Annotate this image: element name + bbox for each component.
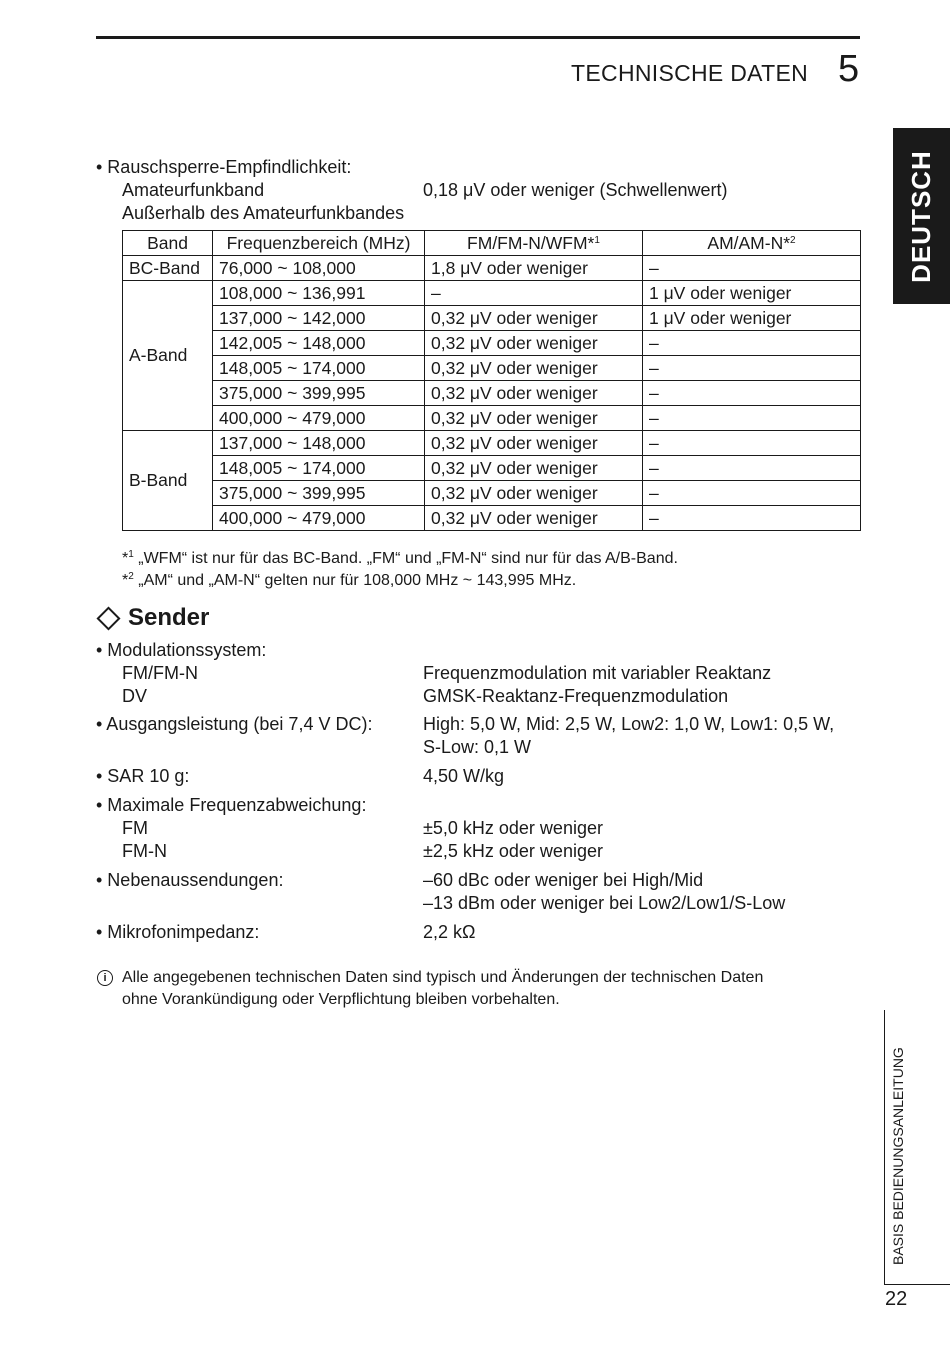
fm-cell: 1,8 μV oder weniger <box>425 256 643 281</box>
language-tab <box>893 128 950 304</box>
table-row <box>123 431 861 456</box>
diamond-icon <box>96 606 120 630</box>
table-row <box>123 256 861 281</box>
spurious-label: • Nebenaussendungen: <box>96 870 284 890</box>
table-row <box>123 356 861 381</box>
freq-cell: 108,000 ~ 136,991 <box>213 281 425 306</box>
dev-fm-label: FM <box>122 818 148 838</box>
fm-cell: 0,32 μV oder weniger <box>425 406 643 431</box>
table-row <box>123 506 861 531</box>
am-cell: – <box>643 456 861 481</box>
language-tab-label: DEUTSCH <box>906 149 937 283</box>
am-cell: – <box>643 256 861 281</box>
freq-cell: 148,005 ~ 174,000 <box>213 356 425 381</box>
sender-heading <box>96 604 209 632</box>
manual-title-vertical: BASIS BEDIENUNGSANLEITUNG <box>890 1047 906 1265</box>
note-line-1: Alle angegebenen technischen Daten sind typisch und Änderungen der technischen Daten <box>122 969 764 986</box>
band-cell: B-Band <box>123 431 213 531</box>
am-cell: – <box>643 406 861 431</box>
footnote-2: *$^2$ „AM“ und „AM-N“ gelten nur für 108,000 MHz ~ 143,995 MHz. <box>122 571 577 589</box>
squelch-label: • Rauschsperre-Empfindlichkeit: <box>96 157 352 177</box>
fm-cell: 0,32 μV oder weniger <box>425 481 643 506</box>
dv-mod-value: GMSK-Reaktanz-Frequenzmodulation <box>423 686 729 706</box>
header-am: AM/AM-N*$^2$ <box>643 231 861 256</box>
freq-cell: 400,000 ~ 479,000 <box>213 406 425 431</box>
fm-mod-label: FM/FM-N <box>122 663 198 683</box>
fm-cell: 0,32 μV oder weniger <box>425 431 643 456</box>
sender-heading-label: Sender <box>128 604 210 631</box>
power-label: • Ausgangsleistung (bei 7,4 V DC): <box>96 714 373 734</box>
fm-cell: 0,32 μV oder weniger <box>425 356 643 381</box>
header-fm: FM/FM-N/WFM*$^1$ <box>425 231 643 256</box>
header-band: Band <box>123 231 213 256</box>
fm-cell: 0,32 μV oder weniger <box>425 331 643 356</box>
freq-cell: 137,000 ~ 142,000 <box>213 306 425 331</box>
am-cell: 1 μV oder weniger <box>643 281 861 306</box>
header-rule <box>96 36 860 39</box>
am-cell: – <box>643 506 861 531</box>
fm-cell: 0,32 μV oder weniger <box>425 306 643 331</box>
modulation-label: • Modulationssystem: <box>96 640 267 660</box>
sar-label: • SAR 10 g: <box>96 766 190 786</box>
band-cell: A-Band <box>123 281 213 431</box>
freq-cell: 142,005 ~ 148,000 <box>213 331 425 356</box>
dev-fmn-label: FM-N <box>122 841 167 861</box>
page-number: 22 <box>885 1288 908 1310</box>
table-row <box>123 281 861 306</box>
note-line-2: ohne Vorankündigung oder Verpflichtung bleiben vorbehalten. <box>122 991 560 1008</box>
am-cell: – <box>643 331 861 356</box>
freq-cell: 137,000 ~ 148,000 <box>213 431 425 456</box>
band-cell: BC-Band <box>123 256 213 281</box>
am-cell: 1 μV oder weniger <box>643 306 861 331</box>
table-row <box>123 331 861 356</box>
spurious-value-1: –60 dBc oder weniger bei High/Mid <box>423 870 704 890</box>
am-cell: – <box>643 356 861 381</box>
mic-value: 2,2 kΩ <box>423 922 476 942</box>
table-row <box>123 456 861 481</box>
header-frequency: Frequenzbereich (MHz) <box>213 231 425 256</box>
fm-cell: – <box>425 281 643 306</box>
fm-mod-value: Frequenzmodulation mit variabler Reaktanz <box>423 663 772 683</box>
power-value-1: High: 5,0 W, Mid: 2,5 W, Low2: 1,0 W, Low1: 0,5 W, <box>423 714 835 734</box>
power-value-2: S-Low: 0,1 W <box>423 737 532 757</box>
freq-cell: 375,000 ~ 399,995 <box>213 381 425 406</box>
table-row <box>123 481 861 506</box>
fm-cell: 0,32 μV oder weniger <box>425 456 643 481</box>
footer-vertical-rule <box>884 1010 885 1285</box>
table-row <box>123 406 861 431</box>
table-row <box>123 381 861 406</box>
spurious-value-2: –13 dBm oder weniger bei Low2/Low1/S-Low <box>423 893 786 913</box>
chapter-number: 5 <box>838 48 860 90</box>
amateur-label: Amateurfunkband <box>122 180 265 200</box>
am-cell: – <box>643 481 861 506</box>
table-header-row <box>123 231 861 256</box>
fm-cell: 0,32 μV oder weniger <box>425 381 643 406</box>
info-icon: i <box>97 970 113 986</box>
am-cell: – <box>643 381 861 406</box>
am-cell: – <box>643 431 861 456</box>
dev-fmn-value: ±2,5 kHz oder weniger <box>423 841 603 861</box>
freq-cell: 76,000 ~ 108,000 <box>213 256 425 281</box>
freq-cell: 375,000 ~ 399,995 <box>213 481 425 506</box>
table-row <box>123 306 861 331</box>
deviation-label: • Maximale Frequenzabweichung: <box>96 795 367 815</box>
page-title: TECHNISCHE DATEN <box>571 60 808 86</box>
footnote-1: *$^1$ „WFM“ ist nur für das BC-Band. „FM“ und „FM-N“ sind nur für das A/B-Band. <box>122 549 678 567</box>
freq-cell: 400,000 ~ 479,000 <box>213 506 425 531</box>
outside-band-label: Außerhalb des Amateurfunkbandes <box>122 203 405 223</box>
dev-fm-value: ±5,0 kHz oder weniger <box>423 818 603 838</box>
footer-rule <box>884 1284 950 1285</box>
amateur-value: 0,18 μV oder weniger (Schwellenwert) <box>423 180 728 200</box>
freq-cell: 148,005 ~ 174,000 <box>213 456 425 481</box>
sensitivity-table <box>122 230 861 531</box>
dv-mod-label: DV <box>122 686 148 706</box>
mic-label: • Mikrofonimpedanz: <box>96 922 260 942</box>
sar-value: 4,50 W/kg <box>423 766 505 786</box>
fm-cell: 0,32 μV oder weniger <box>425 506 643 531</box>
